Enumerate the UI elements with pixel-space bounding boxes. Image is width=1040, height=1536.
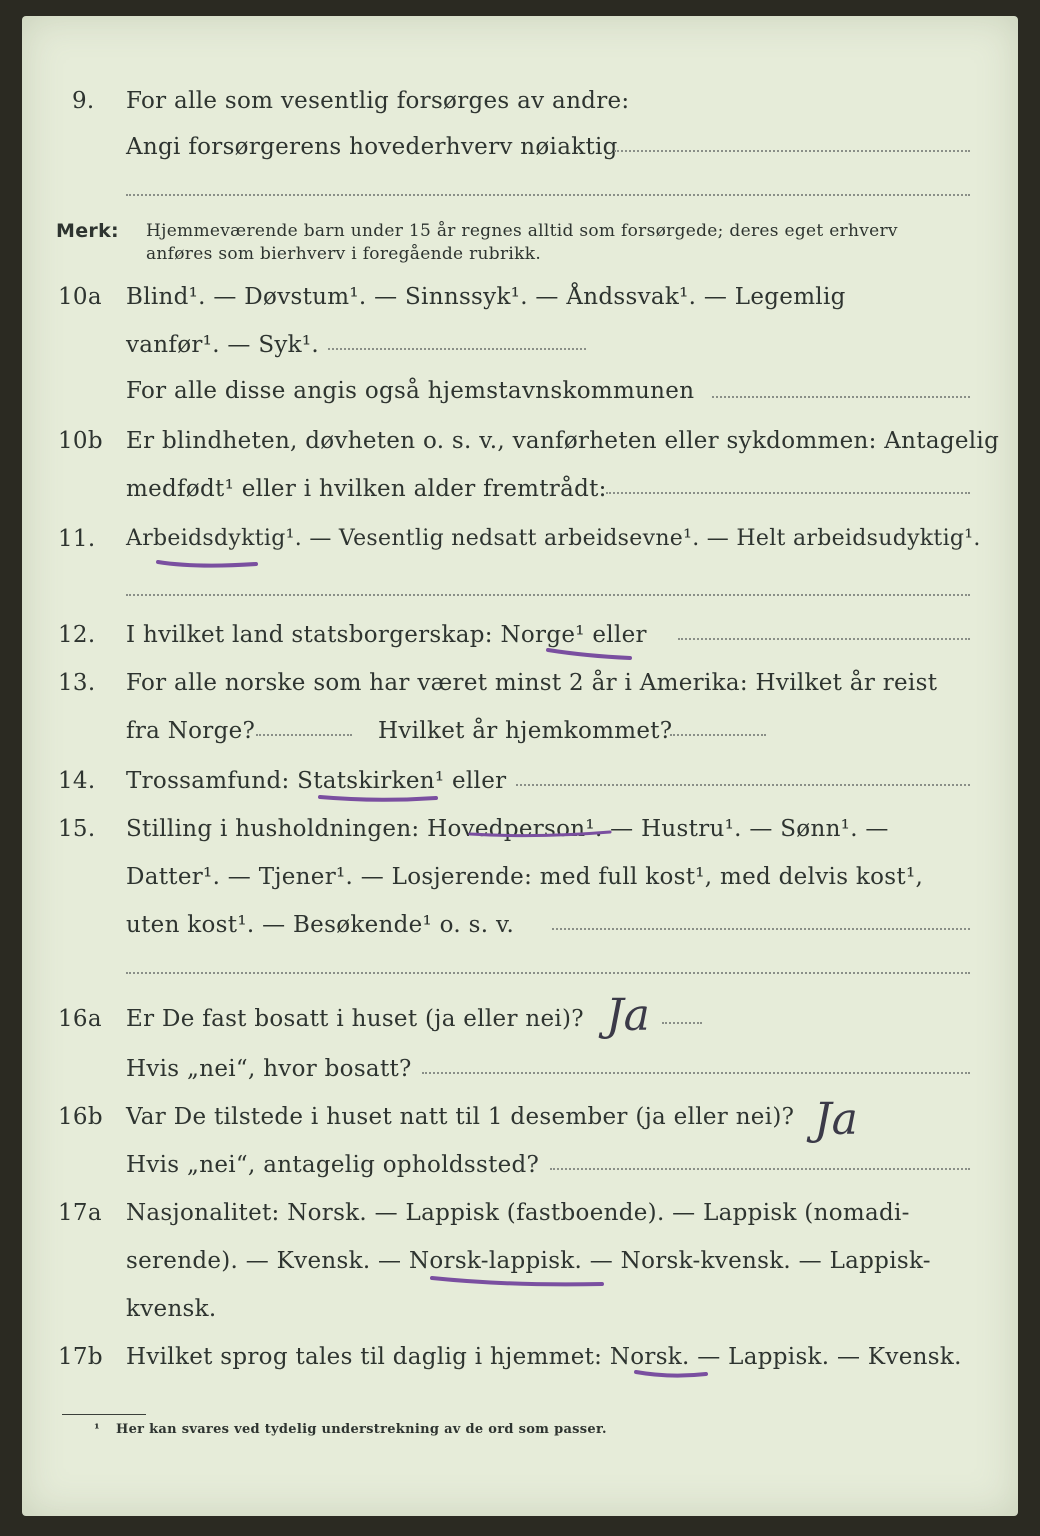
q15-answer-line-2[interactable] <box>126 972 970 974</box>
q14-answer-line[interactable] <box>516 784 970 786</box>
q10b-answer-line[interactable] <box>606 492 970 494</box>
q16b-line1: Var De tilstede i huset natt til 1 desember (ja eller nei)? <box>126 1104 795 1130</box>
q10a-number: 10a <box>58 284 102 310</box>
q13-number: 13. <box>58 670 96 696</box>
q13-hjemkommet-line[interactable] <box>670 734 766 736</box>
footnote-rule <box>62 1414 146 1415</box>
q16a-line1: Er De fast bosatt i huset (ja eller nei)? <box>126 1006 584 1032</box>
q14-number: 14. <box>58 768 96 794</box>
merk-line1: Hjemmeværende barn under 15 år regnes alltid som forsørgede; deres eget erhverv <box>146 221 898 241</box>
q9-number: 9. <box>72 88 95 114</box>
q14-pencil-underline <box>318 792 442 806</box>
q17b-number: 17b <box>58 1344 103 1370</box>
q10b-number: 10b <box>58 428 103 454</box>
q11-number: 11. <box>58 526 96 552</box>
q16a-line2: Hvis „nei“, hvor bosatt? <box>126 1056 412 1082</box>
footnote-text: Her kan svares ved tydelig understrekning av de ord som passer. <box>116 1422 607 1437</box>
q11-line1: Arbeidsdyktig¹. — Vesentlig nedsatt arbeidsevne¹. — Helt arbeidsudyktig¹. <box>126 526 981 551</box>
q13-line2a: fra Norge? <box>126 718 256 744</box>
q10a-line3: For alle disse angis også hjemstavnskommunen <box>126 378 695 404</box>
q10a-hjemstavn-line[interactable] <box>712 396 970 398</box>
q17b-pencil-underline <box>634 1368 710 1382</box>
q12-answer-line[interactable] <box>678 638 970 640</box>
q17b-line1: Hvilket sprog tales til daglig i hjemmet: Norsk. — Lappisk. — Kvensk. <box>126 1344 962 1370</box>
footnote-mark: ¹ <box>94 1422 100 1437</box>
q12-line1: I hvilket land statsborgerskap: Norge¹ eller <box>126 622 647 648</box>
q13-reist-line[interactable] <box>256 734 352 736</box>
q11-answer-line[interactable] <box>126 594 970 596</box>
q10a-answer-line[interactable] <box>328 348 586 350</box>
q9-answer-line-2[interactable] <box>126 194 970 196</box>
q12-number: 12. <box>58 622 96 648</box>
q17a-pencil-underline <box>430 1274 606 1290</box>
q16b-handwritten-answer: Ja <box>814 1094 858 1145</box>
q15-line3: uten kost¹. — Besøkende¹ o. s. v. <box>126 912 515 938</box>
q10b-line2: medfødt¹ eller i hvilken alder fremtrådt: <box>126 476 607 502</box>
q16a-number: 16a <box>58 1006 102 1032</box>
q15-answer-line[interactable] <box>552 928 970 930</box>
q9-line2: Angi forsørgerens hovederhverv nøiaktig <box>126 134 618 160</box>
census-form-page <box>22 16 1018 1516</box>
q16a-answer-line[interactable] <box>662 1022 702 1024</box>
q14-line1: Trossamfund: Statskirken¹ eller <box>126 768 507 794</box>
q13-line1: For alle norske som har været minst 2 år i Amerika: Hvilket år reist <box>126 670 938 696</box>
q16b-number: 16b <box>58 1104 103 1130</box>
q15-line1: Stilling i husholdningen: Hovedperson¹. — Hustru¹. — Sønn¹. — <box>126 816 889 842</box>
q16a-bosatt-line[interactable] <box>422 1072 970 1074</box>
q16b-line2: Hvis „nei“, antagelig opholdssted? <box>126 1152 540 1178</box>
q13-line2b: Hvilket år hjemkommet? <box>378 718 673 744</box>
merk-line2: anføres som bierhverv i foregående rubrikk. <box>146 244 542 264</box>
q9-line1: For alle som vesentlig forsørges av andre: <box>126 88 630 114</box>
q17a-number: 17a <box>58 1200 102 1226</box>
q16b-opholdssted-line[interactable] <box>550 1168 970 1170</box>
q11-pencil-underline <box>156 556 266 570</box>
q9-answer-line[interactable] <box>614 150 970 152</box>
q12-pencil-underline <box>546 646 636 662</box>
q17a-line3: kvensk. <box>126 1296 217 1322</box>
q10b-line1: Er blindheten, døvheten o. s. v., vanførheten eller sykdommen: Antagelig <box>126 428 1000 454</box>
q10a-line1: Blind¹. — Døvstum¹. — Sinnssyk¹. — Åndssvak¹. — Legemlig <box>126 284 846 310</box>
q17a-line2: serende). — Kvensk. — Norsk-lappisk. — Norsk-kvensk. — Lappisk- <box>126 1248 931 1274</box>
q17a-line1: Nasjonalitet: Norsk. — Lappisk (fastboende). — Lappisk (nomadi- <box>126 1200 910 1226</box>
q10a-line2: vanfør¹. — Syk¹. <box>126 332 320 358</box>
q15-line2: Datter¹. — Tjener¹. — Losjerende: med full kost¹, med delvis kost¹, <box>126 864 924 890</box>
q15-number: 15. <box>58 816 96 842</box>
q16a-handwritten-answer: Ja <box>606 990 650 1041</box>
q15-pencil-underline <box>468 824 614 842</box>
merk-label: Merk: <box>56 220 119 242</box>
